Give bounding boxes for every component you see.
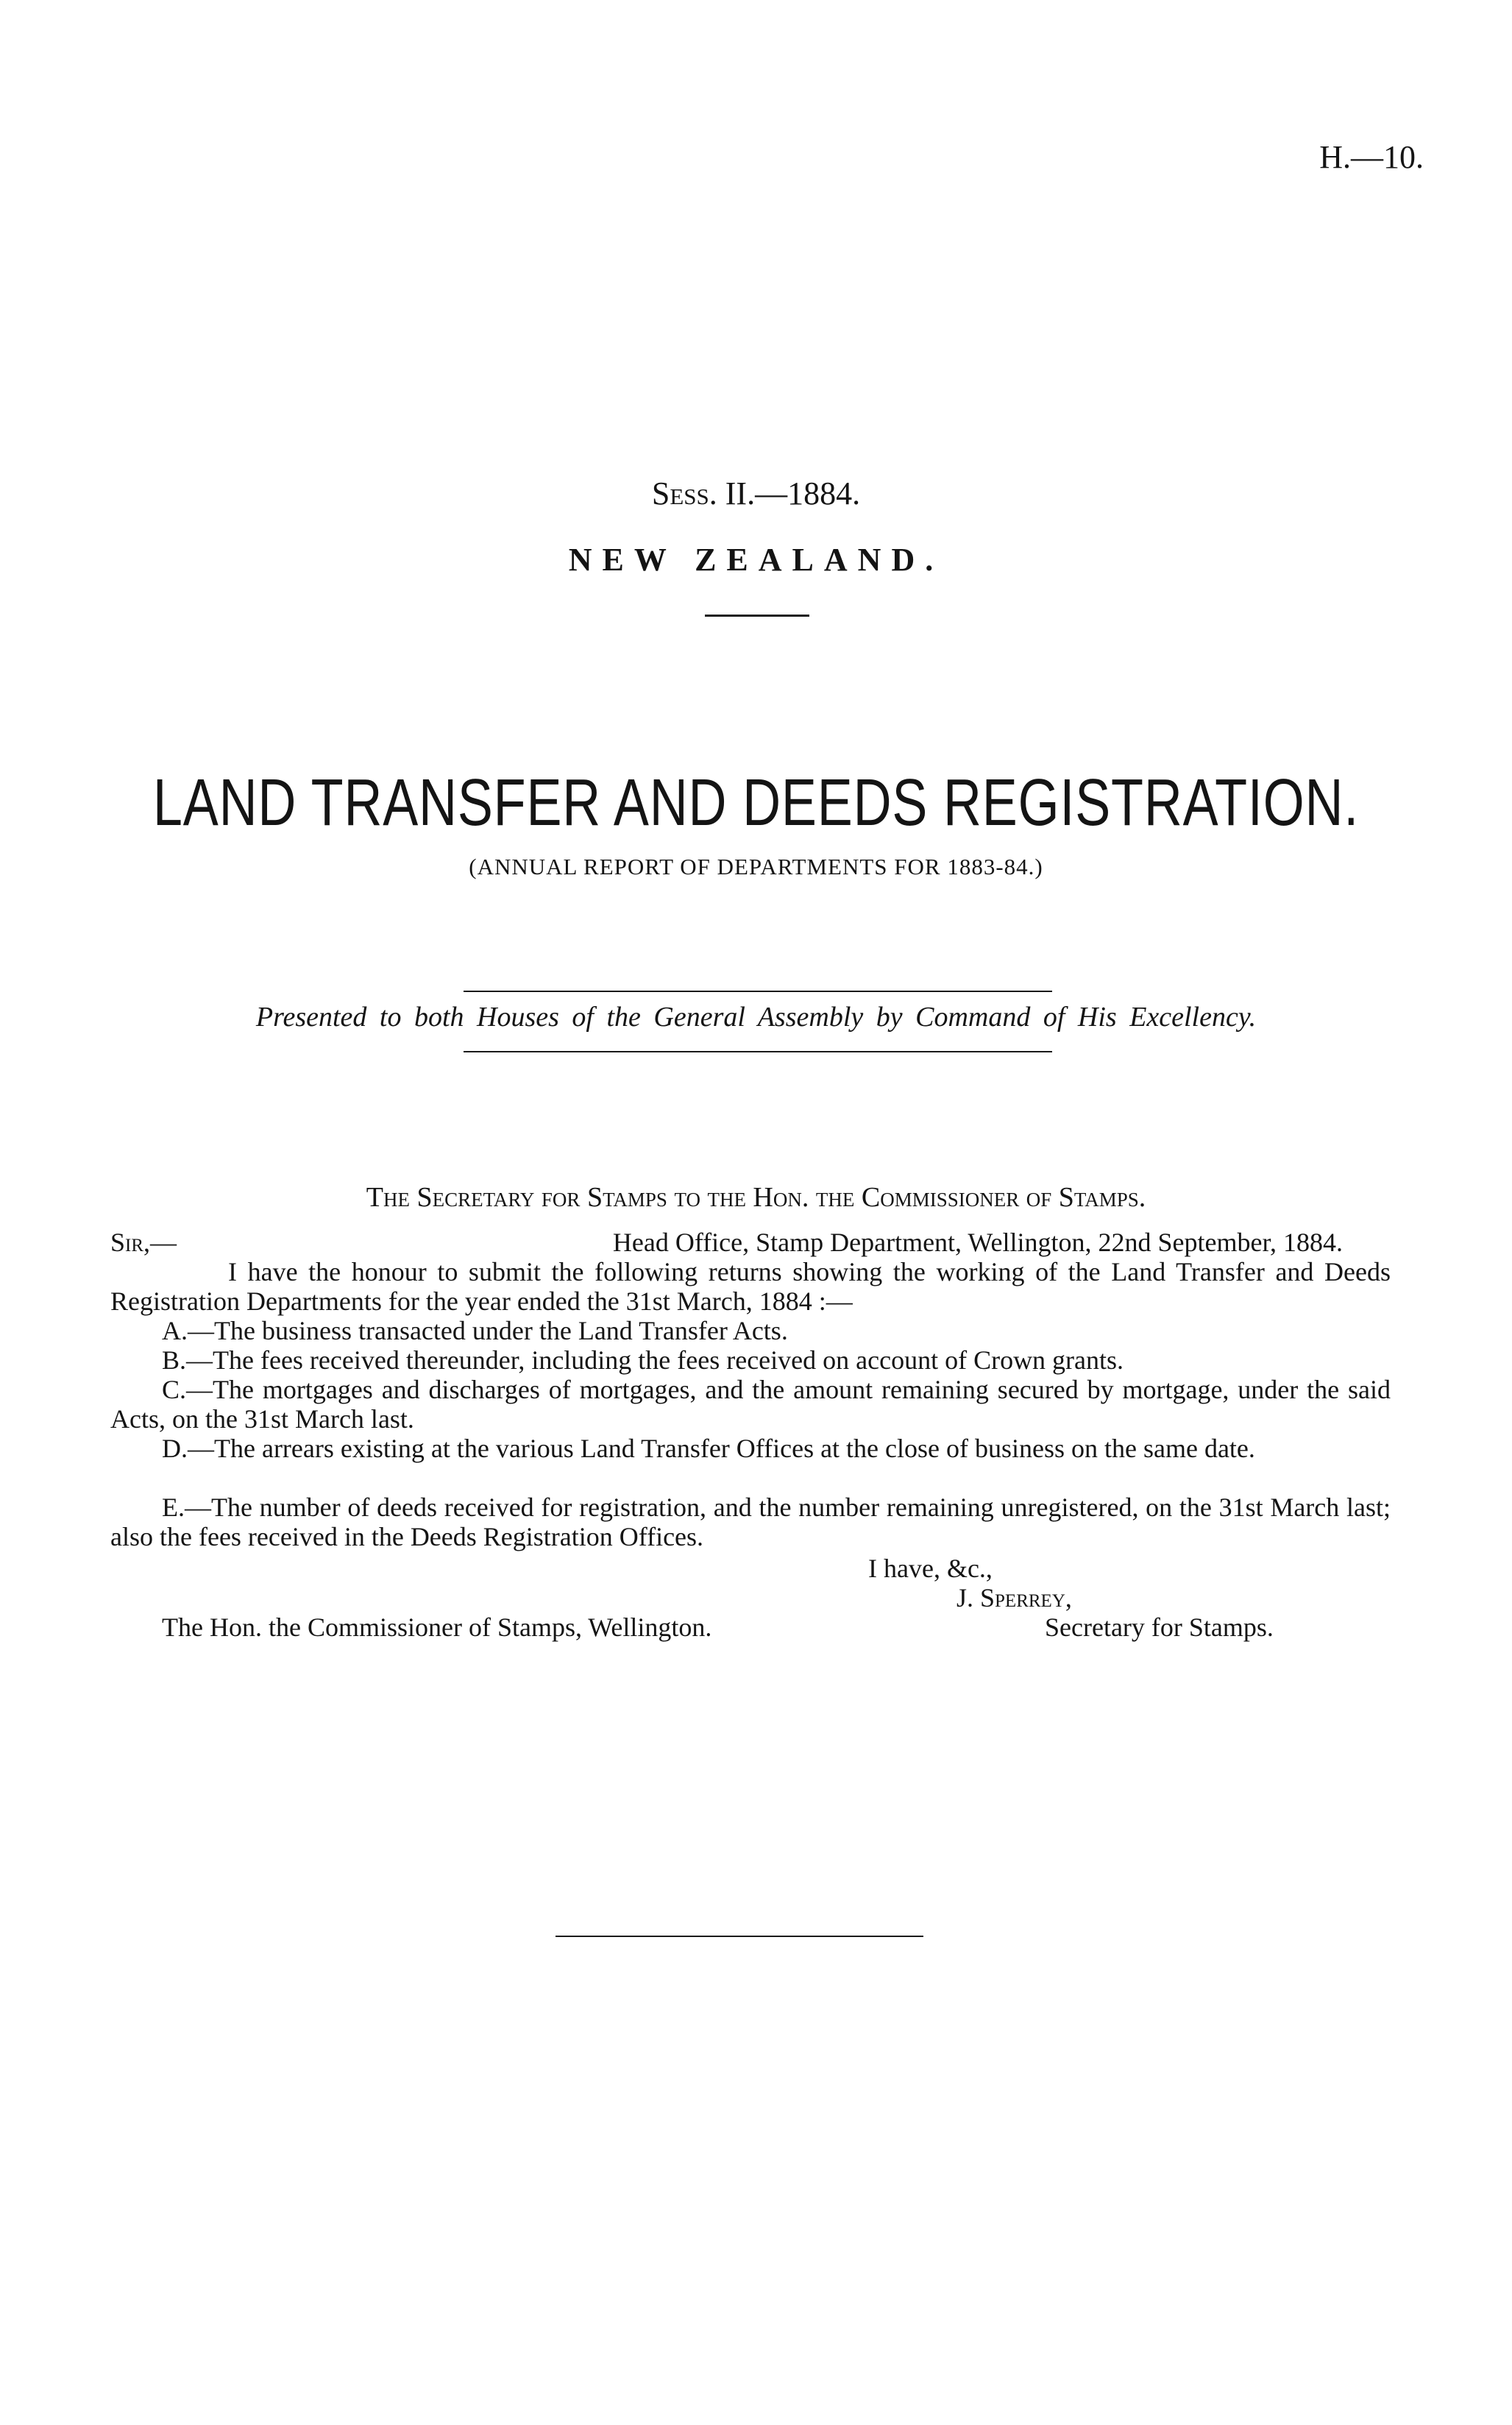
divider-bottom [464, 1051, 1052, 1052]
divider-short [705, 615, 809, 617]
signer-title: Secretary for Stamps. [1045, 1612, 1274, 1642]
closing: I have, &c., [868, 1554, 993, 1583]
list-item-c: C.—The mortgages and discharges of mortgages, and the amount remaining secured by mortgage, under the said Acts, on the 31st March last. [110, 1375, 1391, 1434]
list-item-b: B.—The fees received thereunder, including the fees received on account of Crown grants. [162, 1345, 1124, 1375]
list-item-d: D.—The arrears existing at the various Land Transfer Offices at the close of business on the same date. [162, 1434, 1255, 1463]
divider-end [556, 1936, 923, 1937]
presented-line: Presented to both Houses of the General Assembly by Command of His Excellency. [255, 1002, 1257, 1033]
dateline: Head Office, Stamp Department, Wellington, 22nd September, 1884. [612, 1228, 1343, 1257]
page-reference: H.—10. [1319, 139, 1424, 175]
addressee: The Hon. the Commissioner of Stamps, Wellington. [162, 1612, 712, 1642]
country-heading: NEW ZEALAND. [568, 542, 944, 578]
salutation: Sir,— [110, 1228, 177, 1257]
list-item-a: A.—The business transacted under the Land Transfer Acts. [162, 1316, 788, 1345]
letter-intro: I have the honour to submit the following returns showing the working of the Land Transfer and Deeds Registration Departments for the year ended the 31st March, 1884 :— [110, 1257, 1391, 1316]
signature: J. Sperrey, [956, 1583, 1072, 1612]
list-item-e: E.—The number of deeds received for registration, and the number remaining unregistered, on the 31st March last; also the fees received in the Deeds Registration Offices. [110, 1493, 1391, 1551]
document-title: LAND TRANSFER AND DEEDS REGISTRATION. [152, 766, 1360, 840]
letter-heading: The Secretary for Stamps to the Hon. the Commissioner of Stamps. [366, 1182, 1146, 1213]
divider-top [464, 991, 1052, 992]
document-subtitle: (ANNUAL REPORT OF DEPARTMENTS FOR 1883-84.) [469, 854, 1043, 879]
session-line: Sess. II.—1884. [651, 475, 861, 511]
